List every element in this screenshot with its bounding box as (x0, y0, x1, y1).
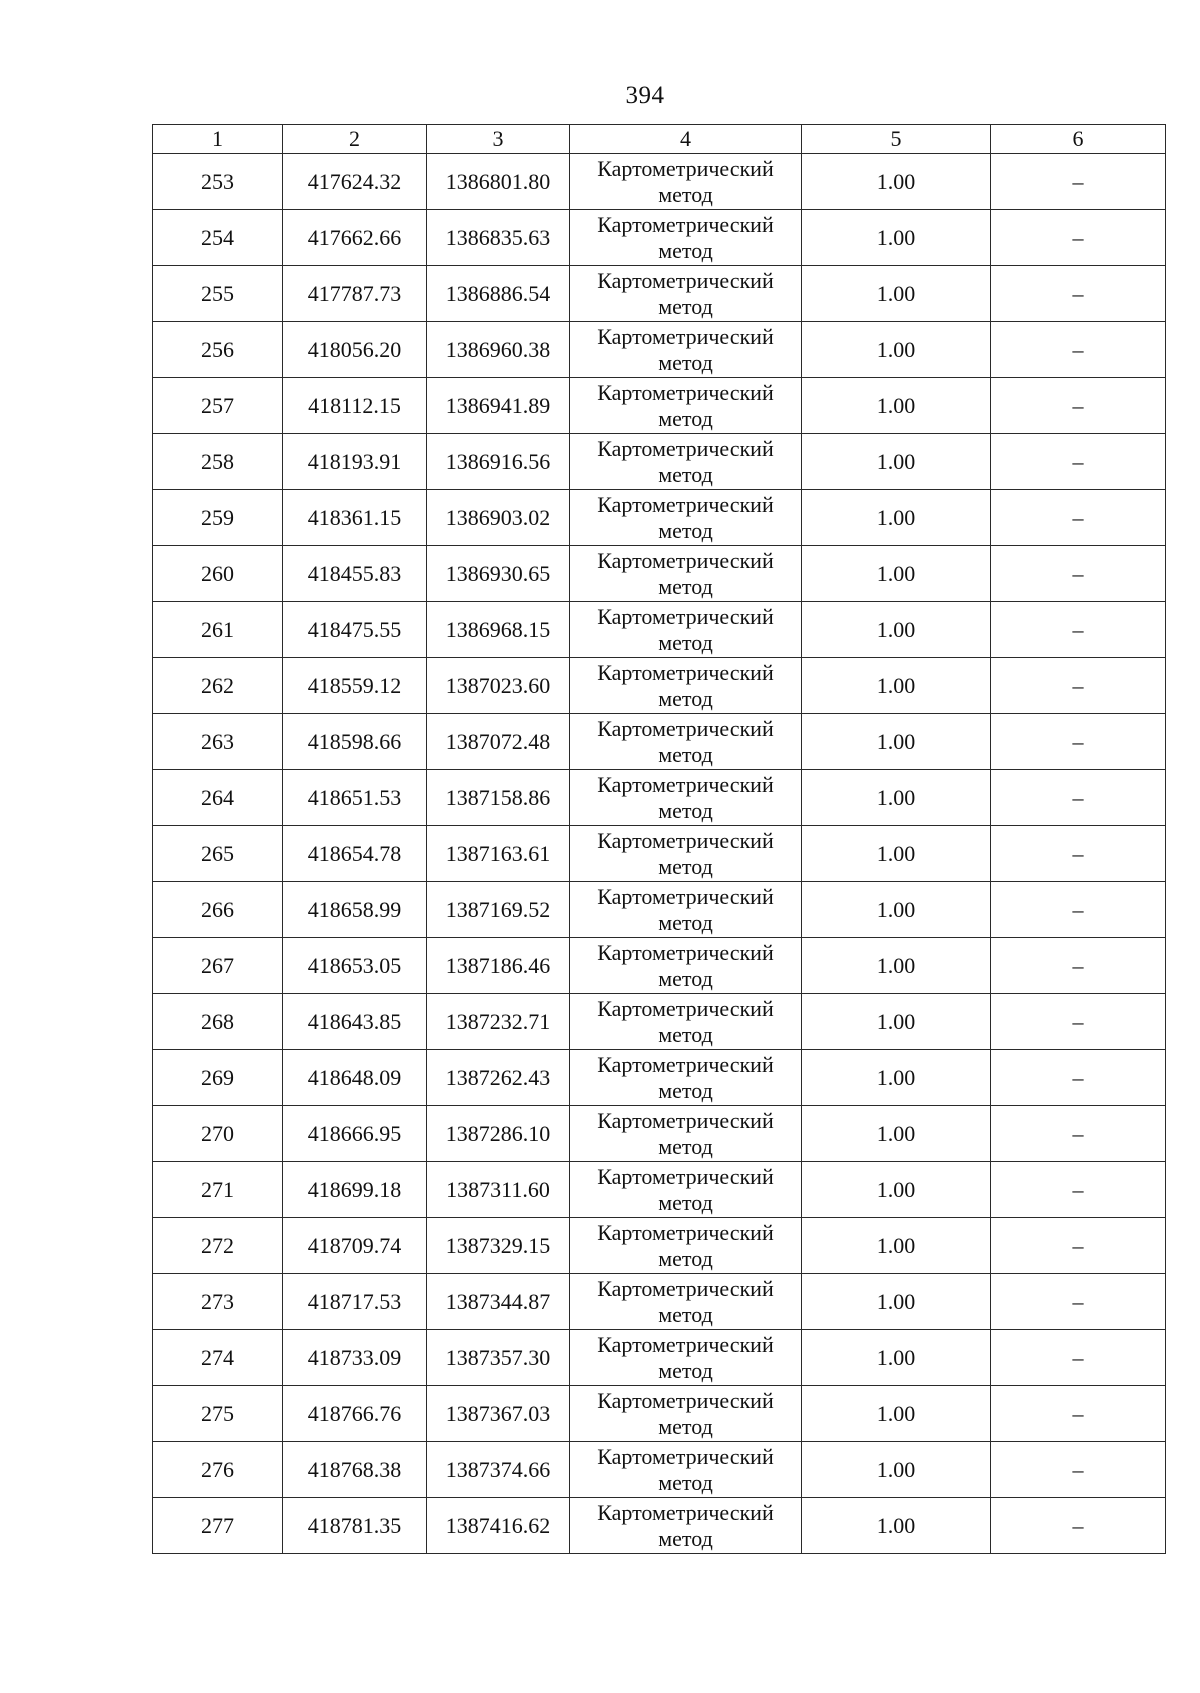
accuracy-cell: 1.00 (802, 1442, 991, 1498)
accuracy-cell: 1.00 (802, 378, 991, 434)
note-cell: – (991, 210, 1166, 266)
table-row (153, 434, 1166, 490)
method-cell: Картометрический метод (570, 602, 802, 658)
note-cell: – (991, 826, 1166, 882)
table-row (153, 994, 1166, 1050)
accuracy-cell: 1.00 (802, 266, 991, 322)
note-cell: – (991, 1106, 1166, 1162)
table-row (153, 1386, 1166, 1442)
x-coordinate-cell: 417624.32 (283, 154, 427, 210)
note-cell: – (991, 1386, 1166, 1442)
table-row (153, 490, 1166, 546)
point-number-cell: 261 (153, 602, 283, 658)
y-coordinate-cell: 1386886.54 (427, 266, 570, 322)
y-coordinate-cell: 1386916.56 (427, 434, 570, 490)
point-number-cell: 259 (153, 490, 283, 546)
point-number-cell: 275 (153, 1386, 283, 1442)
method-cell: Картометрический метод (570, 826, 802, 882)
y-coordinate-cell: 1387023.60 (427, 658, 570, 714)
coordinates-table (152, 124, 1166, 1554)
table-row (153, 770, 1166, 826)
point-number-cell: 262 (153, 658, 283, 714)
accuracy-cell: 1.00 (802, 994, 991, 1050)
point-number-cell: 273 (153, 1274, 283, 1330)
note-cell: – (991, 546, 1166, 602)
x-coordinate-cell: 418475.55 (283, 602, 427, 658)
point-number-cell: 253 (153, 154, 283, 210)
note-cell: – (991, 1050, 1166, 1106)
column-header-5: 5 (802, 125, 991, 154)
point-number-cell: 276 (153, 1442, 283, 1498)
accuracy-cell: 1.00 (802, 1106, 991, 1162)
table-row (153, 658, 1166, 714)
y-coordinate-cell: 1387286.10 (427, 1106, 570, 1162)
note-cell: – (991, 434, 1166, 490)
table-row (153, 826, 1166, 882)
x-coordinate-cell: 417787.73 (283, 266, 427, 322)
accuracy-cell: 1.00 (802, 1330, 991, 1386)
method-cell: Картометрический метод (570, 434, 802, 490)
column-header-6: 6 (991, 125, 1166, 154)
column-header-4: 4 (570, 125, 802, 154)
y-coordinate-cell: 1387262.43 (427, 1050, 570, 1106)
accuracy-cell: 1.00 (802, 602, 991, 658)
x-coordinate-cell: 418455.83 (283, 546, 427, 602)
y-coordinate-cell: 1387374.66 (427, 1442, 570, 1498)
method-cell: Картометрический метод (570, 546, 802, 602)
method-cell: Картометрический метод (570, 1218, 802, 1274)
table-row (153, 1218, 1166, 1274)
method-cell: Картометрический метод (570, 1162, 802, 1218)
x-coordinate-cell: 418666.95 (283, 1106, 427, 1162)
accuracy-cell: 1.00 (802, 1274, 991, 1330)
accuracy-cell: 1.00 (802, 1050, 991, 1106)
y-coordinate-cell: 1386801.80 (427, 154, 570, 210)
method-cell: Картометрический метод (570, 994, 802, 1050)
method-cell: Картометрический метод (570, 1386, 802, 1442)
method-cell: Картометрический метод (570, 154, 802, 210)
table-row (153, 210, 1166, 266)
table-row (153, 266, 1166, 322)
accuracy-cell: 1.00 (802, 154, 991, 210)
table-row (153, 938, 1166, 994)
note-cell: – (991, 1330, 1166, 1386)
x-coordinate-cell: 418781.35 (283, 1498, 427, 1554)
method-cell: Картометрический метод (570, 322, 802, 378)
x-coordinate-cell: 418766.76 (283, 1386, 427, 1442)
table-row (153, 1162, 1166, 1218)
x-coordinate-cell: 418112.15 (283, 378, 427, 434)
note-cell: – (991, 1442, 1166, 1498)
accuracy-cell: 1.00 (802, 322, 991, 378)
note-cell: – (991, 378, 1166, 434)
accuracy-cell: 1.00 (802, 546, 991, 602)
method-cell: Картометрический метод (570, 1050, 802, 1106)
x-coordinate-cell: 417662.66 (283, 210, 427, 266)
y-coordinate-cell: 1387232.71 (427, 994, 570, 1050)
x-coordinate-cell: 418733.09 (283, 1330, 427, 1386)
point-number-cell: 263 (153, 714, 283, 770)
note-cell: – (991, 882, 1166, 938)
table-row (153, 714, 1166, 770)
point-number-cell: 264 (153, 770, 283, 826)
y-coordinate-cell: 1387158.86 (427, 770, 570, 826)
point-number-cell: 260 (153, 546, 283, 602)
y-coordinate-cell: 1387344.87 (427, 1274, 570, 1330)
column-header-2: 2 (283, 125, 427, 154)
method-cell: Картометрический метод (570, 1274, 802, 1330)
accuracy-cell: 1.00 (802, 882, 991, 938)
method-cell: Картометрический метод (570, 1106, 802, 1162)
method-cell: Картометрический метод (570, 490, 802, 546)
note-cell: – (991, 938, 1166, 994)
x-coordinate-cell: 418598.66 (283, 714, 427, 770)
point-number-cell: 277 (153, 1498, 283, 1554)
method-cell: Картометрический метод (570, 770, 802, 826)
y-coordinate-cell: 1386941.89 (427, 378, 570, 434)
x-coordinate-cell: 418658.99 (283, 882, 427, 938)
point-number-cell: 256 (153, 322, 283, 378)
x-coordinate-cell: 418653.05 (283, 938, 427, 994)
x-coordinate-cell: 418559.12 (283, 658, 427, 714)
y-coordinate-cell: 1386835.63 (427, 210, 570, 266)
method-cell: Картометрический метод (570, 266, 802, 322)
accuracy-cell: 1.00 (802, 210, 991, 266)
y-coordinate-cell: 1387169.52 (427, 882, 570, 938)
table-row (153, 882, 1166, 938)
accuracy-cell: 1.00 (802, 490, 991, 546)
table-row (153, 378, 1166, 434)
accuracy-cell: 1.00 (802, 938, 991, 994)
note-cell: – (991, 714, 1166, 770)
accuracy-cell: 1.00 (802, 658, 991, 714)
point-number-cell: 257 (153, 378, 283, 434)
table-row (153, 546, 1166, 602)
method-cell: Картометрический метод (570, 210, 802, 266)
y-coordinate-cell: 1387186.46 (427, 938, 570, 994)
note-cell: – (991, 994, 1166, 1050)
method-cell: Картометрический метод (570, 378, 802, 434)
note-cell: – (991, 154, 1166, 210)
x-coordinate-cell: 418643.85 (283, 994, 427, 1050)
accuracy-cell: 1.00 (802, 770, 991, 826)
table-row (153, 1330, 1166, 1386)
accuracy-cell: 1.00 (802, 826, 991, 882)
note-cell: – (991, 1218, 1166, 1274)
y-coordinate-cell: 1387311.60 (427, 1162, 570, 1218)
table-body (153, 154, 1166, 1554)
x-coordinate-cell: 418717.53 (283, 1274, 427, 1330)
point-number-cell: 271 (153, 1162, 283, 1218)
point-number-cell: 255 (153, 266, 283, 322)
accuracy-cell: 1.00 (802, 1386, 991, 1442)
x-coordinate-cell: 418056.20 (283, 322, 427, 378)
x-coordinate-cell: 418651.53 (283, 770, 427, 826)
x-coordinate-cell: 418361.15 (283, 490, 427, 546)
y-coordinate-cell: 1387163.61 (427, 826, 570, 882)
method-cell: Картометрический метод (570, 1330, 802, 1386)
y-coordinate-cell: 1386930.65 (427, 546, 570, 602)
method-cell: Картометрический метод (570, 938, 802, 994)
header-row (153, 125, 1166, 154)
x-coordinate-cell: 418193.91 (283, 434, 427, 490)
note-cell: – (991, 770, 1166, 826)
x-coordinate-cell: 418709.74 (283, 1218, 427, 1274)
point-number-cell: 258 (153, 434, 283, 490)
column-header-3: 3 (427, 125, 570, 154)
accuracy-cell: 1.00 (802, 1498, 991, 1554)
note-cell: – (991, 602, 1166, 658)
y-coordinate-cell: 1386903.02 (427, 490, 570, 546)
table-row (153, 1498, 1166, 1554)
note-cell: – (991, 266, 1166, 322)
point-number-cell: 266 (153, 882, 283, 938)
x-coordinate-cell: 418648.09 (283, 1050, 427, 1106)
note-cell: – (991, 1274, 1166, 1330)
point-number-cell: 269 (153, 1050, 283, 1106)
accuracy-cell: 1.00 (802, 714, 991, 770)
y-coordinate-cell: 1387072.48 (427, 714, 570, 770)
method-cell: Картометрический метод (570, 1442, 802, 1498)
x-coordinate-cell: 418768.38 (283, 1442, 427, 1498)
note-cell: – (991, 322, 1166, 378)
accuracy-cell: 1.00 (802, 1218, 991, 1274)
table-row (153, 322, 1166, 378)
y-coordinate-cell: 1387367.03 (427, 1386, 570, 1442)
point-number-cell: 267 (153, 938, 283, 994)
method-cell: Картометрический метод (570, 882, 802, 938)
y-coordinate-cell: 1386960.38 (427, 322, 570, 378)
point-number-cell: 270 (153, 1106, 283, 1162)
y-coordinate-cell: 1387357.30 (427, 1330, 570, 1386)
method-cell: Картометрический метод (570, 714, 802, 770)
table-row (153, 1106, 1166, 1162)
point-number-cell: 268 (153, 994, 283, 1050)
y-coordinate-cell: 1387329.15 (427, 1218, 570, 1274)
table-row (153, 154, 1166, 210)
note-cell: – (991, 658, 1166, 714)
accuracy-cell: 1.00 (802, 1162, 991, 1218)
page-number: 394 (625, 82, 665, 109)
column-header-1: 1 (153, 125, 283, 154)
point-number-cell: 265 (153, 826, 283, 882)
method-cell: Картометрический метод (570, 1498, 802, 1554)
point-number-cell: 274 (153, 1330, 283, 1386)
method-cell: Картометрический метод (570, 658, 802, 714)
x-coordinate-cell: 418699.18 (283, 1162, 427, 1218)
accuracy-cell: 1.00 (802, 434, 991, 490)
table-row (153, 602, 1166, 658)
y-coordinate-cell: 1387416.62 (427, 1498, 570, 1554)
table-row (153, 1442, 1166, 1498)
note-cell: – (991, 490, 1166, 546)
y-coordinate-cell: 1386968.15 (427, 602, 570, 658)
point-number-cell: 254 (153, 210, 283, 266)
x-coordinate-cell: 418654.78 (283, 826, 427, 882)
table-row (153, 1274, 1166, 1330)
table-header (153, 125, 1166, 154)
table-row (153, 1050, 1166, 1106)
note-cell: – (991, 1162, 1166, 1218)
note-cell: – (991, 1498, 1166, 1554)
point-number-cell: 272 (153, 1218, 283, 1274)
